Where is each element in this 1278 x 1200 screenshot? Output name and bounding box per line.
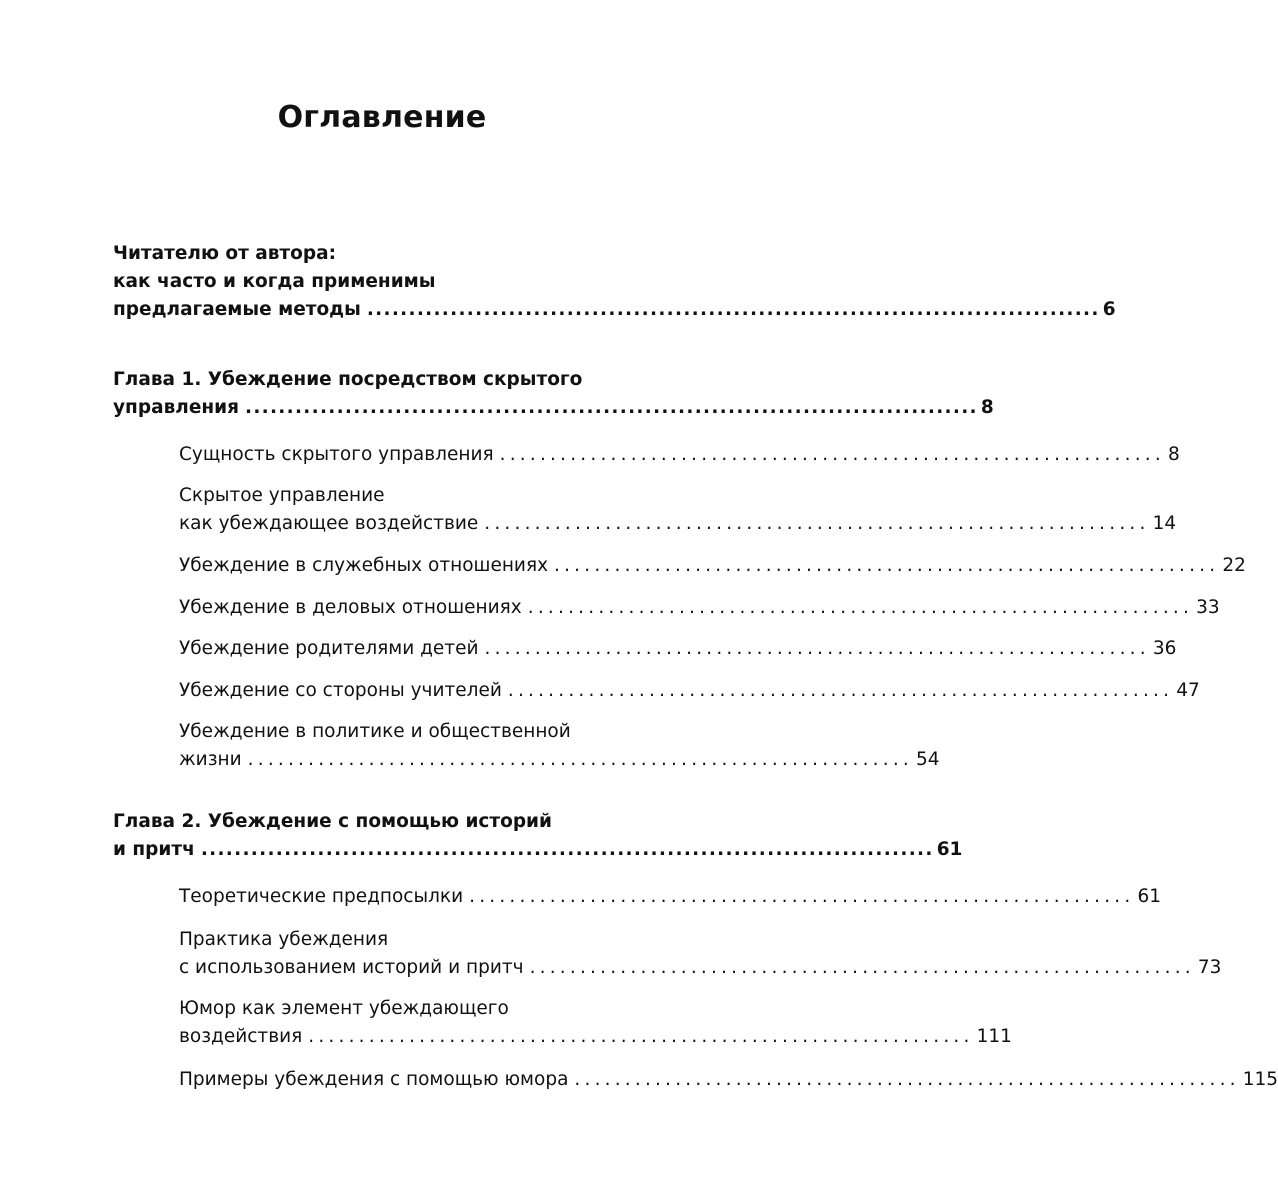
section-title: Практика убеждения bbox=[179, 929, 389, 950]
dot-leader: .................................................................. bbox=[527, 597, 1194, 618]
chapter-title: управления bbox=[113, 397, 239, 418]
page-number: 111 bbox=[976, 1026, 1012, 1047]
toc-chapter-1[interactable] bbox=[113, 366, 994, 422]
toc-section[interactable] bbox=[179, 594, 1220, 622]
toc-section[interactable] bbox=[179, 718, 940, 774]
dot-leader: .................................................................. bbox=[484, 513, 1150, 534]
section-title: Скрытое управление bbox=[179, 485, 385, 506]
section-title: Убеждение в служебных отношениях bbox=[179, 555, 549, 576]
toc-section[interactable] bbox=[179, 635, 1177, 663]
toc-entry-text: как часто и когда применимы bbox=[113, 271, 436, 292]
section-title: Убеждение родителями детей bbox=[179, 638, 479, 659]
dot-leader: .................................................................. bbox=[499, 444, 1165, 465]
section-title: жизни bbox=[179, 749, 242, 770]
page-number: 54 bbox=[915, 749, 940, 770]
page-number: 115 bbox=[1242, 1069, 1278, 1090]
section-title: Убеждение в политике и общественной bbox=[179, 721, 571, 742]
toc-section[interactable] bbox=[179, 482, 1177, 538]
section-title: Юмор как элемент убеждающего bbox=[179, 998, 509, 1019]
toc-chapter-2[interactable] bbox=[113, 808, 963, 864]
page-number: 47 bbox=[1176, 680, 1200, 701]
page-number: 36 bbox=[1152, 638, 1177, 659]
section-title: Убеждение со стороны учителей bbox=[179, 680, 502, 701]
dot-leader: .................................................................. bbox=[247, 749, 913, 770]
dot-leader: .................................................................. bbox=[469, 886, 1135, 907]
toc-section[interactable] bbox=[179, 552, 1246, 580]
toc-section[interactable] bbox=[179, 1066, 1278, 1094]
page-number: 6 bbox=[1102, 299, 1116, 320]
toc-section[interactable] bbox=[179, 926, 1222, 982]
chapter-title: и притч bbox=[113, 839, 195, 860]
toc-entry-text: Читателю от автора: bbox=[113, 243, 336, 264]
page-number: 8 bbox=[1167, 444, 1180, 465]
section-title: с использованием историй и притч bbox=[179, 957, 524, 978]
page-number: 73 bbox=[1197, 957, 1222, 978]
dot-leader: .................................................................. bbox=[529, 957, 1195, 978]
dot-leader: ........................................................................................ bbox=[245, 397, 978, 418]
section-title: Сущность скрытого управления bbox=[179, 444, 494, 465]
chapter-title: Глава 1. Убеждение посредством скрытого bbox=[113, 369, 583, 390]
section-title: Примеры убеждения с помощью юмора bbox=[179, 1069, 569, 1090]
page-number: 33 bbox=[1196, 597, 1220, 618]
dot-leader: .................................................................. bbox=[507, 680, 1174, 701]
chapter-title: Глава 2. Убеждение с помощью историй bbox=[113, 811, 552, 832]
page-number: 14 bbox=[1152, 513, 1177, 534]
toc-entry-intro[interactable] bbox=[113, 240, 1116, 324]
toc-section[interactable] bbox=[179, 883, 1161, 911]
section-title: воздействия bbox=[179, 1026, 303, 1047]
page-number: 22 bbox=[1222, 555, 1246, 576]
dot-leader: .................................................................. bbox=[484, 638, 1150, 659]
toc-section[interactable] bbox=[179, 995, 1012, 1051]
toc-section[interactable] bbox=[179, 441, 1180, 469]
dot-leader: ........................................................................................ bbox=[366, 299, 1100, 320]
section-title: как убеждающее воздействие bbox=[179, 513, 479, 534]
page-number: 61 bbox=[1137, 886, 1161, 907]
dot-leader: ........................................................................................ bbox=[200, 839, 934, 860]
toc-section[interactable] bbox=[179, 677, 1200, 705]
page-title: Оглавление bbox=[277, 100, 487, 135]
page-number: 61 bbox=[936, 839, 963, 860]
dot-leader: .................................................................. bbox=[554, 555, 1220, 576]
toc-entry-text: предлагаемые методы bbox=[113, 299, 361, 320]
section-title: Теоретические предпосылки bbox=[179, 886, 464, 907]
dot-leader: .................................................................. bbox=[308, 1026, 974, 1047]
dot-leader: .................................................................. bbox=[574, 1069, 1240, 1090]
page-number: 8 bbox=[980, 397, 994, 418]
section-title: Убеждение в деловых отношениях bbox=[179, 597, 522, 618]
